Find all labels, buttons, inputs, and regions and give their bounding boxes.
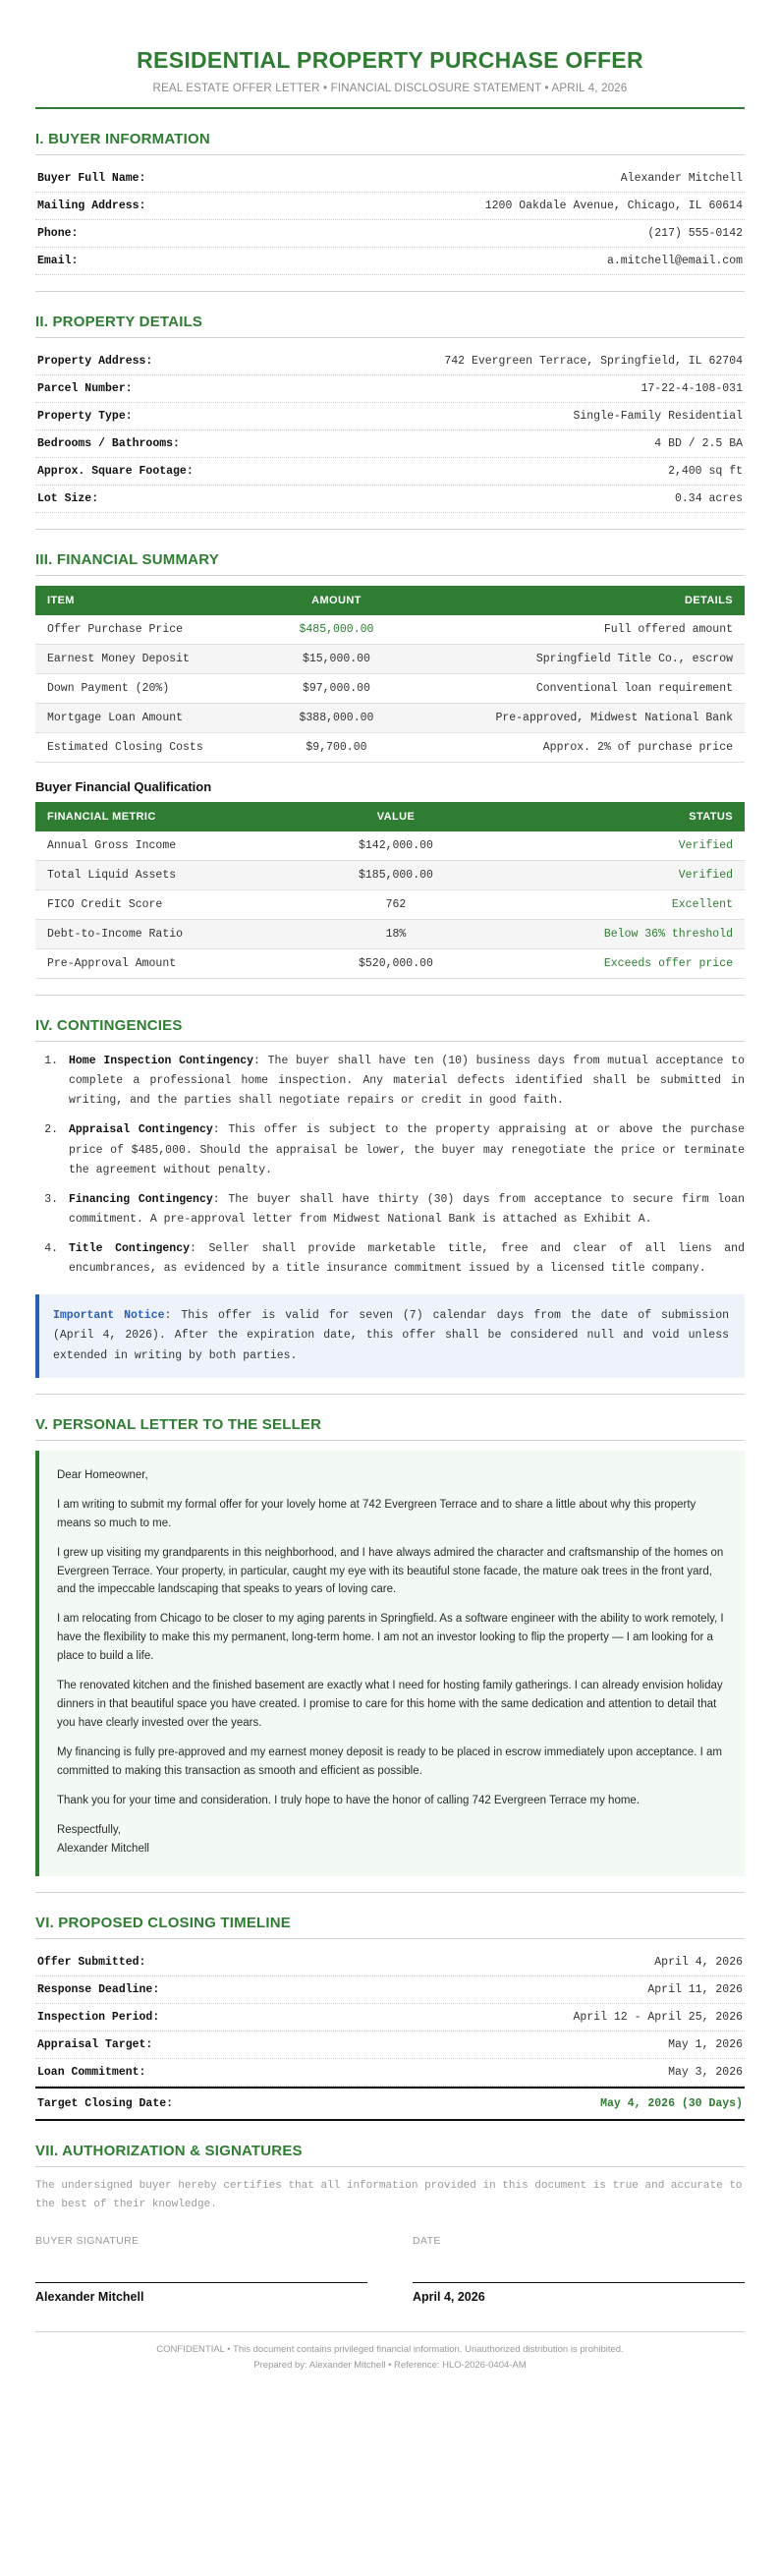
table-row	[35, 733, 745, 763]
date-caption: DATE	[413, 2235, 441, 2248]
field-label: Mailing Address:	[37, 200, 146, 212]
header-divider	[35, 107, 745, 109]
section-divider	[35, 1440, 745, 1441]
field-value: April 11, 2026	[647, 1983, 743, 1997]
field-label: Approx. Square Footage:	[37, 465, 194, 478]
field-row	[35, 403, 745, 430]
field-label: Email:	[37, 255, 79, 267]
table-body	[35, 615, 745, 763]
status-badge: Exceeds offer price	[480, 949, 745, 979]
signature-grid	[35, 2235, 745, 2304]
letter-paragraph: The renovated kitchen and the finished basement are exactly what I need for hosting family gatherings. I can already envision holiday dinners in that beautiful space you have created. I promise to care for this home with the same dedication and attention to detail that you have clearly invested over the years.	[57, 1680, 723, 1730]
cell-details: Conventional loan requirement	[401, 674, 745, 704]
table-row	[35, 704, 745, 733]
field-value: April 12 - April 25, 2026	[573, 2011, 743, 2025]
status-badge: Verified	[480, 861, 745, 890]
section-end-divider	[35, 1394, 745, 1395]
personal-letter-body	[35, 1451, 745, 1876]
list-item	[65, 1239, 745, 1279]
cell-metric: FICO Credit Score	[35, 890, 310, 920]
field-value: May 1, 2026	[668, 2038, 743, 2052]
section-divider	[35, 1041, 745, 1042]
document-header	[35, 47, 745, 109]
section-contingencies	[35, 1017, 745, 1395]
column-header-amount: AMOUNT	[272, 586, 402, 615]
section-end-divider	[35, 995, 745, 996]
field-value: a.mitchell@email.com	[606, 255, 743, 267]
list-item	[65, 1052, 745, 1111]
field-value: 742 Evergreen Terrace, Springfield, IL 62704	[444, 355, 743, 368]
buyer-information-fields	[35, 165, 745, 275]
letter-paragraph: I am writing to submit my formal offer for your lovely home at 742 Evergreen Terrace and to share a little about why this property means so much to me.	[57, 1498, 696, 1529]
field-value: May 3, 2026	[668, 2066, 743, 2080]
important-notice-callout	[35, 1294, 745, 1377]
footer-divider	[35, 2331, 745, 2332]
table-header-row	[35, 586, 745, 615]
field-label: Lot Size:	[37, 492, 99, 505]
cell-item: Estimated Closing Costs	[35, 733, 272, 763]
section-heading-contingencies: IV. CONTINGENCIES	[35, 1017, 183, 1034]
section-divider	[35, 575, 745, 576]
section-divider	[35, 154, 745, 155]
contingency-text: : This offer is subject to the property appraising at or above the purchase price of $485,000. Should the appraisal be lower, the buyer may renegotiate the price or terminate the agreement without penalty.	[69, 1123, 745, 1176]
field-row	[35, 458, 745, 486]
section-heading-financial-summary: III. FINANCIAL SUMMARY	[35, 551, 219, 568]
letter-paragraph: I am relocating from Chicago to be closer to my aging parents in Springfield. As a software engineer with the ability to work remotely, I have the flexibility to make this my permanent, long-term home. I am not an investor looking to flip the property — I am looking for a place to build a life.	[57, 1613, 724, 1663]
signature-column-buyer	[35, 2235, 367, 2304]
table-row	[35, 861, 745, 890]
field-row	[35, 1949, 745, 1976]
cell-amount: $9,700.00	[272, 733, 402, 763]
closing-timeline-fields	[35, 1949, 745, 2121]
contingency-term: Home Inspection Contingency	[69, 1055, 253, 1067]
section-property-details	[35, 314, 745, 530]
cell-amount: $97,000.00	[272, 674, 402, 704]
field-value: 17-22-4-108-031	[641, 382, 743, 395]
cell-item: Down Payment (20%)	[35, 674, 272, 704]
signature-caption: BUYER SIGNATURE	[35, 2235, 139, 2248]
field-value: Single-Family Residential	[573, 410, 743, 423]
signature-name: Alexander Mitchell	[35, 2290, 144, 2305]
cell-item: Earnest Money Deposit	[35, 645, 272, 674]
section-heading-buyer-information: I. BUYER INFORMATION	[35, 131, 210, 147]
cell-metric: Total Liquid Assets	[35, 861, 310, 890]
field-label: Property Type:	[37, 410, 133, 423]
field-value: 0.34 acres	[674, 492, 743, 505]
document-subtitle: REAL ESTATE OFFER LETTER • FINANCIAL DISCLOSURE STATEMENT • APRIL 4, 2026	[152, 83, 628, 94]
letter-signature-name: Alexander Mitchell	[57, 1843, 149, 1856]
table-row	[35, 949, 745, 979]
section-end-divider	[35, 1892, 745, 1893]
cell-item: Offer Purchase Price	[35, 615, 272, 645]
page-title: RESIDENTIAL PROPERTY PURCHASE OFFER	[137, 47, 643, 73]
table-row	[35, 920, 745, 949]
field-label: Appraisal Target:	[37, 2038, 153, 2052]
field-row	[35, 375, 745, 403]
cell-details: Pre-approved, Midwest National Bank	[401, 704, 745, 733]
table-row	[35, 674, 745, 704]
section-heading-authorization: VII. AUTHORIZATION & SIGNATURES	[35, 2143, 303, 2160]
section-end-divider	[35, 529, 745, 530]
cell-amount: $388,000.00	[272, 704, 402, 733]
letter-closing-block	[57, 1821, 725, 1859]
buyer-qualification-table	[35, 802, 745, 979]
notice-text: : This offer is valid for seven (7) calendar days from the date of submission (April 4, 2026). After the expiration date, this offer shall be considered null and void unless extended in writing by both parties.	[53, 1309, 729, 1362]
field-value: 1200 Oakdale Avenue, Chicago, IL 60614	[484, 200, 743, 212]
cell-details: Springfield Title Co., escrow	[401, 645, 745, 674]
status-badge: Below 36% threshold	[480, 920, 745, 949]
column-header-value: VALUE	[310, 802, 480, 831]
field-row	[35, 220, 745, 248]
contingency-term: Title Contingency	[69, 1242, 190, 1255]
property-details-fields	[35, 348, 745, 513]
field-value: (217) 555-0142	[647, 227, 743, 240]
cell-details: Full offered amount	[401, 615, 745, 645]
field-value: 2,400 sq ft	[668, 465, 743, 478]
field-value: Alexander Mitchell	[620, 172, 743, 185]
cell-amount: $15,000.00	[272, 645, 402, 674]
field-value: May 4, 2026 (30 Days)	[600, 2097, 743, 2111]
table-row	[35, 615, 745, 645]
section-divider	[35, 1938, 745, 1939]
column-header-details: DETAILS	[401, 586, 745, 615]
signature-column-date	[413, 2235, 745, 2304]
field-label: Response Deadline:	[37, 1983, 160, 1997]
field-label: Phone:	[37, 227, 79, 240]
status-badge: Excellent	[480, 890, 745, 920]
contingency-text: : The buyer shall have ten (10) business days from mutual acceptance to complete a professional home inspection. Any material defects identified shall be submitted in writing, and the parties shall negotiate repairs or credit in good faith.	[69, 1055, 745, 1108]
cell-value: 762	[310, 890, 480, 920]
signature-date: April 4, 2026	[413, 2290, 485, 2305]
section-buyer-information	[35, 131, 745, 292]
section-divider	[35, 2166, 745, 2167]
field-value: April 4, 2026	[654, 1956, 743, 1970]
contingency-term: Financing Contingency	[69, 1192, 213, 1206]
cell-item: Mortgage Loan Amount	[35, 704, 272, 733]
section-financial-summary	[35, 551, 745, 996]
document-footer	[35, 2342, 745, 2372]
cell-value: $185,000.00	[310, 861, 480, 890]
list-item	[65, 1120, 745, 1179]
field-row	[35, 248, 745, 275]
authorization-statement: The undersigned buyer hereby certifies that all information provided in this document is true and accurate to the best of their knowledge.	[35, 2180, 743, 2210]
section-heading-personal-letter: V. PERSONAL LETTER TO THE SELLER	[35, 1415, 322, 1433]
subheading-buyer-financial-qualification: Buyer Financial Qualification	[35, 779, 212, 794]
contingency-term: Appraisal Contingency	[69, 1123, 213, 1137]
section-heading-property-details: II. PROPERTY DETAILS	[35, 314, 203, 330]
section-divider	[35, 337, 745, 338]
field-label: Target Closing Date:	[37, 2097, 174, 2111]
field-row	[35, 2004, 745, 2032]
contingency-text: : The buyer shall have thirty (30) days from acceptance to secure firm loan commitment. A pre-approval letter from Midwest National Bank is attached as Exhibit A.	[69, 1192, 745, 1226]
field-row	[35, 193, 745, 220]
field-label: Buyer Full Name:	[37, 172, 146, 185]
contingency-text: : Seller shall provide marketable title, free and clear of all liens and encumbrances, as evidenced by a title insurance commitment issued by a licensed title company.	[69, 1242, 745, 1276]
notice-term: Important Notice	[53, 1309, 165, 1323]
section-authorization	[35, 2143, 745, 2304]
field-label: Offer Submitted:	[37, 1956, 146, 1970]
cell-value: 18%	[310, 920, 480, 949]
field-label: Inspection Period:	[37, 2011, 160, 2025]
column-header-item: ITEM	[35, 586, 272, 615]
field-row	[35, 486, 745, 513]
cell-metric: Debt-to-Income Ratio	[35, 920, 310, 949]
footer-confidentiality-line: CONFIDENTIAL • This document contains privileged financial information. Unauthorized distribution is prohibited.	[156, 2344, 624, 2356]
field-label: Bedrooms / Bathrooms:	[37, 437, 180, 450]
letter-paragraph: My financing is fully pre-approved and my earnest money deposit is ready to be placed in escrow immediately upon acceptance. I am committed to making this transaction as smooth and efficient as possible.	[57, 1746, 722, 1778]
table-row	[35, 831, 745, 861]
field-row	[35, 430, 745, 458]
field-row	[35, 2059, 745, 2087]
cell-metric: Annual Gross Income	[35, 831, 310, 861]
section-end-divider	[35, 291, 745, 292]
target-closing-date-row	[35, 2087, 745, 2121]
letter-paragraph: Thank you for your time and consideration. I truly hope to have the honor of calling 742 Evergreen Terrace my home.	[57, 1795, 641, 1807]
cell-amount: $485,000.00	[272, 615, 402, 645]
cell-value: $142,000.00	[310, 831, 480, 861]
field-row	[35, 2032, 745, 2059]
field-row	[35, 348, 745, 375]
field-label: Property Address:	[37, 355, 153, 368]
list-item	[65, 1190, 745, 1230]
column-header-status: STATUS	[480, 802, 745, 831]
field-row	[35, 1976, 745, 2004]
table-header	[35, 802, 745, 831]
cell-value: $520,000.00	[310, 949, 480, 979]
signature-line[interactable]	[35, 2247, 367, 2283]
table-row	[35, 645, 745, 674]
column-header-financial-metric: FINANCIAL METRIC	[35, 802, 310, 831]
field-value: 4 BD / 2.5 BA	[654, 437, 743, 450]
section-personal-letter	[35, 1416, 745, 1893]
table-header-row	[35, 802, 745, 831]
cell-metric: Pre-Approval Amount	[35, 949, 310, 979]
letter-closing: Respectfully,	[57, 1824, 121, 1837]
table-body	[35, 831, 745, 979]
footer-reference-line: Prepared by: Alexander Mitchell • Reference: HLO-2026-0404-AM	[253, 2359, 527, 2371]
date-line[interactable]	[413, 2247, 745, 2283]
field-label: Loan Commitment:	[37, 2066, 146, 2080]
section-closing-timeline	[35, 1915, 745, 2121]
contingency-list	[35, 1052, 745, 1279]
letter-salutation: Dear Homeowner,	[57, 1468, 148, 1481]
section-heading-closing-timeline: VI. PROPOSED CLOSING TIMELINE	[35, 1915, 291, 1932]
table-header	[35, 586, 745, 615]
field-label: Parcel Number:	[37, 382, 133, 395]
financial-summary-table	[35, 586, 745, 763]
field-row	[35, 165, 745, 193]
status-badge: Verified	[480, 831, 745, 861]
cell-details: Approx. 2% of purchase price	[401, 733, 745, 763]
table-row	[35, 890, 745, 920]
letter-paragraph: I grew up visiting my grandparents in this neighborhood, and I have always admired the character and craftsmanship of the homes on Evergreen Terrace. Your property, in particular, caught my eye with its beautiful stone facade, the mature oak trees in the front yard, and the impeccable landscaping that speaks to years of loving care.	[57, 1546, 724, 1596]
